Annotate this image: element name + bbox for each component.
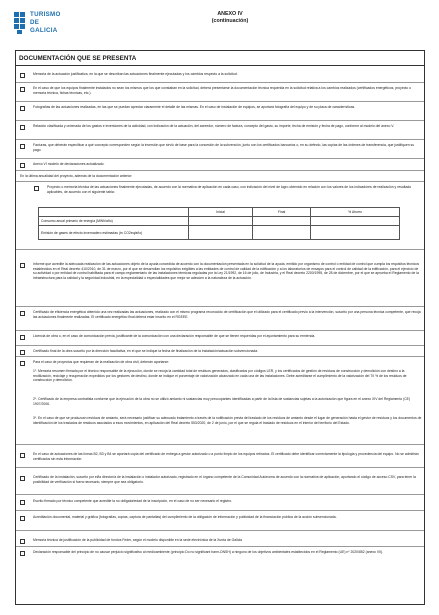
table-cell-input[interactable] (311, 217, 400, 226)
doc-item-text: Memoria de la actuación justificativa, en la que se describan las actuaciones finalmente ejecutadas y los cambios respecto a la solicitud. (33, 72, 238, 76)
divider (16, 306, 424, 307)
documentation-box (15, 50, 425, 605)
table-cell: Consumo anual primario de energía (MWh/año) (39, 217, 189, 226)
table-cell-input[interactable] (189, 217, 253, 226)
checkbox[interactable] (20, 311, 25, 316)
doc-item-text: Certificado final de la obra suscrito por la dirección facultativa, en el que se indique la fecha de finalización de la instalación/actuación subvencionada. (33, 349, 259, 353)
table-header-cell (39, 208, 189, 217)
sub-item-text: 3º. En el caso de que se produzcan residuos de amianto, será necesario justificar su adecuado tratamiento a través de la notificación previa del traslado de los residuos de amianto desde el lugar de generación hasta el gestor de residuos y los documentos de identificación de los traslados de residuos asociados a esos movimientos, en aplicación del Real decreto 553/2020, de 2 de junio, por el que se regula el traslado de residuos en el interior del territorio del Estado. (33, 416, 422, 425)
doc-item-text: Relación clasificada y ordenada de los gastos e inversiones de la actividad, con indicación de la actuación, del acreedor, número de factura, concepto del gasto, su importe, fecha de emisión y fecha de pago, conforme al modelo del anexo V. (33, 124, 395, 128)
divider (16, 467, 424, 468)
doc-item-text: Memoria técnica de justificación de la publicidad de fondos Feder, según el modelo disponible en la sede electrónica de la Xunta de Galicia (33, 538, 243, 542)
table-row (39, 217, 400, 226)
doc-item-text: Escrito firmado por técnico competente que acredite la no obligatoriedad de la inscripción, en el caso de no ser necesario el registro. (33, 499, 233, 503)
checkbox[interactable] (20, 350, 25, 355)
doc-item-text: Para el caso de proyectos que requieran de la realización de obra civil, deberán aportarse: (33, 360, 170, 364)
divider (16, 546, 424, 547)
annex-subtitle: (continuación) (211, 18, 249, 24)
divider (16, 158, 424, 159)
divider (16, 101, 424, 102)
checkbox[interactable] (20, 106, 25, 111)
checkbox[interactable] (20, 516, 25, 521)
checkbox[interactable] (20, 476, 25, 481)
doc-item-text: Acreditación documental, material y gráfica (fotografías, copias, captura de pantallas) del cumplimiento de la obligación de información y publicidad de la financiación pública de la acción subvencionada. (33, 515, 337, 519)
table-cell-input[interactable] (253, 226, 311, 240)
annex-title: ANEXO IV (217, 11, 243, 17)
doc-item-text: Informe que acredite la adecuada realización de las actuaciones objeto de la ayuda concedida de acuerdo con la documentación presentada en la solicitud de la ayuda, emitido por organismo de control o entidad de control que cumpla los requisitos técnicos establecidos en el Real decreto 410/2010, de 31 de marzo, por el que se desarrollan los requisitos exigibles a las entidades de control de calidad de la edificación y a los laboratorios de ensayos para el control de calidad de la edificación, para el ejercicio de su actividad o por entidad de control habilitada para el campo reglamentario de las instalaciones térmicas reguladas por la Ley 21/1992, de 16 de julio, de Industria, y el Real decreto 2200/1995, de 28 de diciembre, por el que se aprueba el Reglamento de la infraestructura para la calidad y la seguridad industrial, en la especialidad o especialidades que mejor se adecúen a la naturaleza de la actuación. (33, 262, 420, 281)
checkbox[interactable] (20, 87, 25, 92)
divider (16, 345, 424, 346)
logo-line-3: GALICIA (30, 27, 58, 35)
last-annuity-text: En la última anualidad del proyecto, además de la documentación anterior: (20, 174, 133, 178)
turismo-galicia-logo (14, 10, 90, 38)
table-cell-input[interactable] (311, 226, 400, 240)
table-header-cell: Inicial (189, 208, 253, 217)
checkbox[interactable] (20, 163, 25, 168)
checkbox[interactable] (20, 361, 25, 366)
section-rule (16, 65, 424, 66)
annex-header (200, 11, 260, 25)
table-header-row (39, 208, 400, 217)
checkbox[interactable] (20, 551, 25, 556)
table-cell: Emisión de gases de efecto invernadero estimadas (tn CO2eq/año) (39, 226, 189, 240)
sub-item-text: 2º. Certificado de la empresa contratista conforme que la ejecución de la obra no se utilizó amianto ni sustancias muy preocupantes identificadas a partir de la lista de sustancias sujetas a la autorización que figura en el anexo XIV del Reglamento (CE) 1907/2006. (33, 397, 411, 406)
divider (16, 170, 424, 171)
galicia-emblem-icon (14, 12, 26, 34)
divider (16, 249, 424, 250)
divider (16, 120, 424, 121)
table-header-cell: % Ahorro (311, 208, 400, 217)
sub-item-text: 1º. Memoria resumen firmada por el técnico responsable de la ejecución, donde se recoja la cantidad total de residuos generados, clasificados por códigos LER, y los certificados de gestión de residuos de construcción y demolición con destino a la reutilización, reciclaje y recuperación expedidos por los gestores de destino, donde se indique el porcentaje de valorización alcanzado en cada una de las instalaciones. Debe acreditarse el cumplimiento de la valorización del 70 % de los residuos de construcción y demolición. (33, 369, 407, 383)
doc-item-text: Certificado de la instalación, suscrito por el/la director/a de la instalación o instalador autorizado, registrado en el órgano competente de la Comunidad Autónoma de acuerdo con la normativa de aplicación, aportando el código de acceso CSV, para tener la posibilidad de verificación si fuera necesario, siempre que sea obligatorio. (33, 475, 416, 484)
doc-item-text: Facturas, que deberán especificar a qué concepto corresponden según la inversión que sirvió de base para la concesión de la subvención, junto con los certificados bancarios o, en su defecto, las copias de las órdenes de transferencia, que justifiquen su pago. (33, 143, 415, 152)
divider (16, 139, 424, 140)
divider (16, 510, 424, 511)
checkbox[interactable] (20, 335, 25, 340)
checkbox[interactable] (20, 144, 25, 149)
checkbox[interactable] (20, 125, 25, 130)
doc-item-text: En el caso de que los equipos finalmente instalados no sean los mismos que los que constaban en la solicitud, deberá presentarse la documentación técnica requerida en la solicitud relativa a los cambios realizados (certificados energéticos, proyecto o memoria técnica, fichas técnicas, etc.). (33, 86, 412, 95)
logo-text (30, 11, 61, 36)
logo-line-2: DE (30, 19, 40, 27)
divider (16, 82, 424, 83)
doc-item-text: Licencia de obra o, en el caso de comunicación previa, justificante de la comunicación con una declaración responsable de que se tienen requeridas por el ayuntamiento para su ermienda. (33, 334, 316, 338)
table-cell-input[interactable] (253, 217, 311, 226)
indicators-table (38, 207, 400, 240)
table-header-cell: Final (253, 208, 311, 217)
checkbox[interactable] (20, 263, 25, 268)
table-cell-input[interactable] (189, 226, 253, 240)
section-title: DOCUMENTACIÓN QUE SE PRESENTA (19, 55, 137, 62)
doc-item-text: En el caso de actuaciones de las líneas B2, B3 y B4 se aportará copia del certificado de entrega a gestor autorizado o a punto limpio de los equipos retirados. El certificado debe identificar correctamente la tipología y procedencia del equipo. No se admitirán certificados sin esta información. (33, 452, 419, 461)
checkbox[interactable] (20, 73, 25, 78)
divider (16, 530, 424, 531)
divider (16, 444, 424, 445)
doc-item-text: Anexo VI modelo de declaraciones actualizado. (33, 162, 105, 166)
checkbox[interactable] (20, 539, 25, 544)
doc-item-text: Fotografías de las actuaciones realizadas, en las que se puedan apreciar claramente el detalle de las mismas. En el caso de instalación de equipos, se aportará fotografía del equipo y de su placa de características. (33, 105, 356, 109)
divider (16, 494, 424, 495)
doc-item-text: Declaración responsable del principio de no causar perjuicio significativo al medioambiente (principio Do no significant harm-DNSH) a ninguno de los objetivos ambientales establecidos en el Reglamento (UE) nº 2020/852 (anexo VII). (33, 550, 384, 554)
divider (16, 330, 424, 331)
project-item-text: Proyecto o memoria técnica de las actuaciones finalmente ejecutadas, de acuerdo con la normativa de aplicación en cada caso, con indicación del nivel de logro obtenido en relación con los valores de los indicadores de realización y resultado aplicables, de acuerdo con el siguiente tabla: (47, 185, 412, 194)
divider (16, 356, 424, 357)
doc-item-text: Certificado de eficiencia energética obtenido una vez realizadas las actuaciones, realizado con el mismo programa reconocido de certificación que el utilizado para el certificado previo a la intervención, suscrito por una persona técnica competente, que recoja las actuaciones finalmente realizadas. El certificado energético final deberá estar inscrito en el RGEEE. (33, 310, 421, 319)
divider (16, 181, 424, 182)
checkbox[interactable] (20, 500, 25, 505)
logo-line-1: TURISMO (30, 11, 61, 18)
checkbox[interactable] (20, 453, 25, 458)
checkbox[interactable] (34, 186, 39, 191)
table-row (39, 226, 400, 240)
